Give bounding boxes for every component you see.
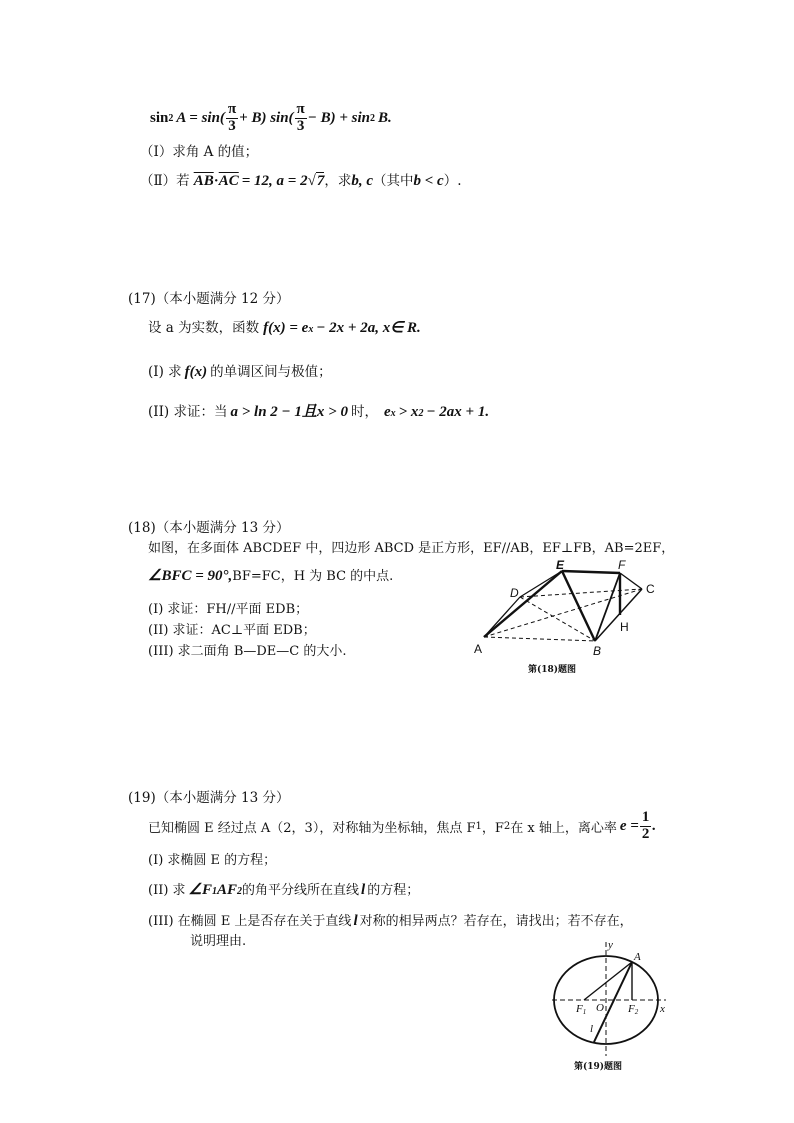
p16-question-1: （Ⅰ）求角 A 的值； [140,144,259,160]
p19-question-3-cont: 说明理由. [190,934,247,949]
p19-question-2: (II) 求 ∠F 1 AF 2 的角平分线所在直线 l 的方程； [148,882,420,898]
p16-equation [150,98,392,138]
p19-label-x: x [660,1003,665,1015]
p16-sup1: 2 [168,112,174,124]
p18-label-e: E [556,558,565,572]
p18-label-h: H [620,620,629,634]
p18-label-b: B [593,644,602,658]
p16-sup2: 2 [370,112,375,124]
p19-header: (19)（本小题满分 13 分） [128,790,290,806]
p19-intro: 已知椭圆 E 经过点 A（2，3），对称轴为坐标轴，焦点 F 1 ，F 2 在 x 轴上，离心率 e = $\frac{1}{2}$ . [148,808,657,842]
p18-figure [470,555,670,677]
p17-question-1: (I) 求 f(x) 的单调区间与极值； [148,364,332,380]
p18-label-f: F [618,558,626,572]
p18-caption: 第(18)题图 [528,665,577,675]
p19-figure [548,938,676,1074]
p18-question-1: (I) 求证：FH//平面 EDB； [148,602,309,617]
p18-label-c: C [646,582,655,596]
p19-eccentricity-frac: $\frac{1}{2}$ [641,808,650,842]
p19-question-1: (I) 求椭圆 E 的方程； [148,853,277,868]
p18-intro: 如图，在多面体 ABCDEF 中，四边形 ABCD 是正方形，EF//AB，EF⊥FB，AB=2EF， [148,541,675,556]
p16-tail: − B) + sin [307,109,370,126]
p18-label-a: A [474,642,483,656]
p17-header: (17)（本小题满分 12 分） [128,291,290,307]
p16-frac1: $\frac{\pi}{3}$ [227,100,237,134]
vector-ab: $\overline{AB}$ [193,173,214,189]
p19-label-o: O [596,1002,604,1014]
p18-label-d: D [510,586,519,600]
p19-label-a: A [634,951,641,963]
p16-question-2: （Ⅱ）若 $\overline{AB}$ · $\overline{AC}$ = 12, a = 2 √ 7 ，求 b, c （其中 b < c ）. [140,173,462,189]
p17-intro: 设 a 为实数，函数 f(x) = e x − 2x + 2a, x∈ R. [148,320,421,336]
p16-sin1: sin [150,109,169,126]
p19-question-3: (III) 在椭圆 E 上是否存在关于直线 l 对称的相异两点？若存在，请找出；若不存在， [148,913,633,929]
p16-mid: + B) sin( [239,109,294,126]
p16-end: B. [378,109,392,126]
p18-question-2: (II) 求证：AC⊥平面 EDB； [148,623,316,638]
sqrt-icon: √ [307,173,316,189]
p17-question-2: (II) 求证：当 a > ln 2 − 1且x > 0 时， e x > x 2 − 2ax + 1. [148,404,490,420]
vector-ac: $\overline{AC}$ [218,173,239,189]
p18-header: (18)（本小题满分 13 分） [128,520,290,536]
p16-a-eq: A = sin( [176,109,225,126]
p18-line2: ∠BFC = 90°, BF=FC，H 为 BC 的中点. [148,568,394,584]
p19-label-l: l [590,1023,594,1035]
p19-label-y: y [608,939,613,951]
p18-question-3: (III) 求二面角 B—DE—C 的大小. [148,644,347,659]
p19-label-f2: F2 [628,1003,639,1016]
p16-frac2: $\frac{\pi}{3}$ [296,100,305,134]
p19-label-f1: F1 [576,1003,587,1016]
p19-caption: 第(19)题图 [574,1062,623,1072]
